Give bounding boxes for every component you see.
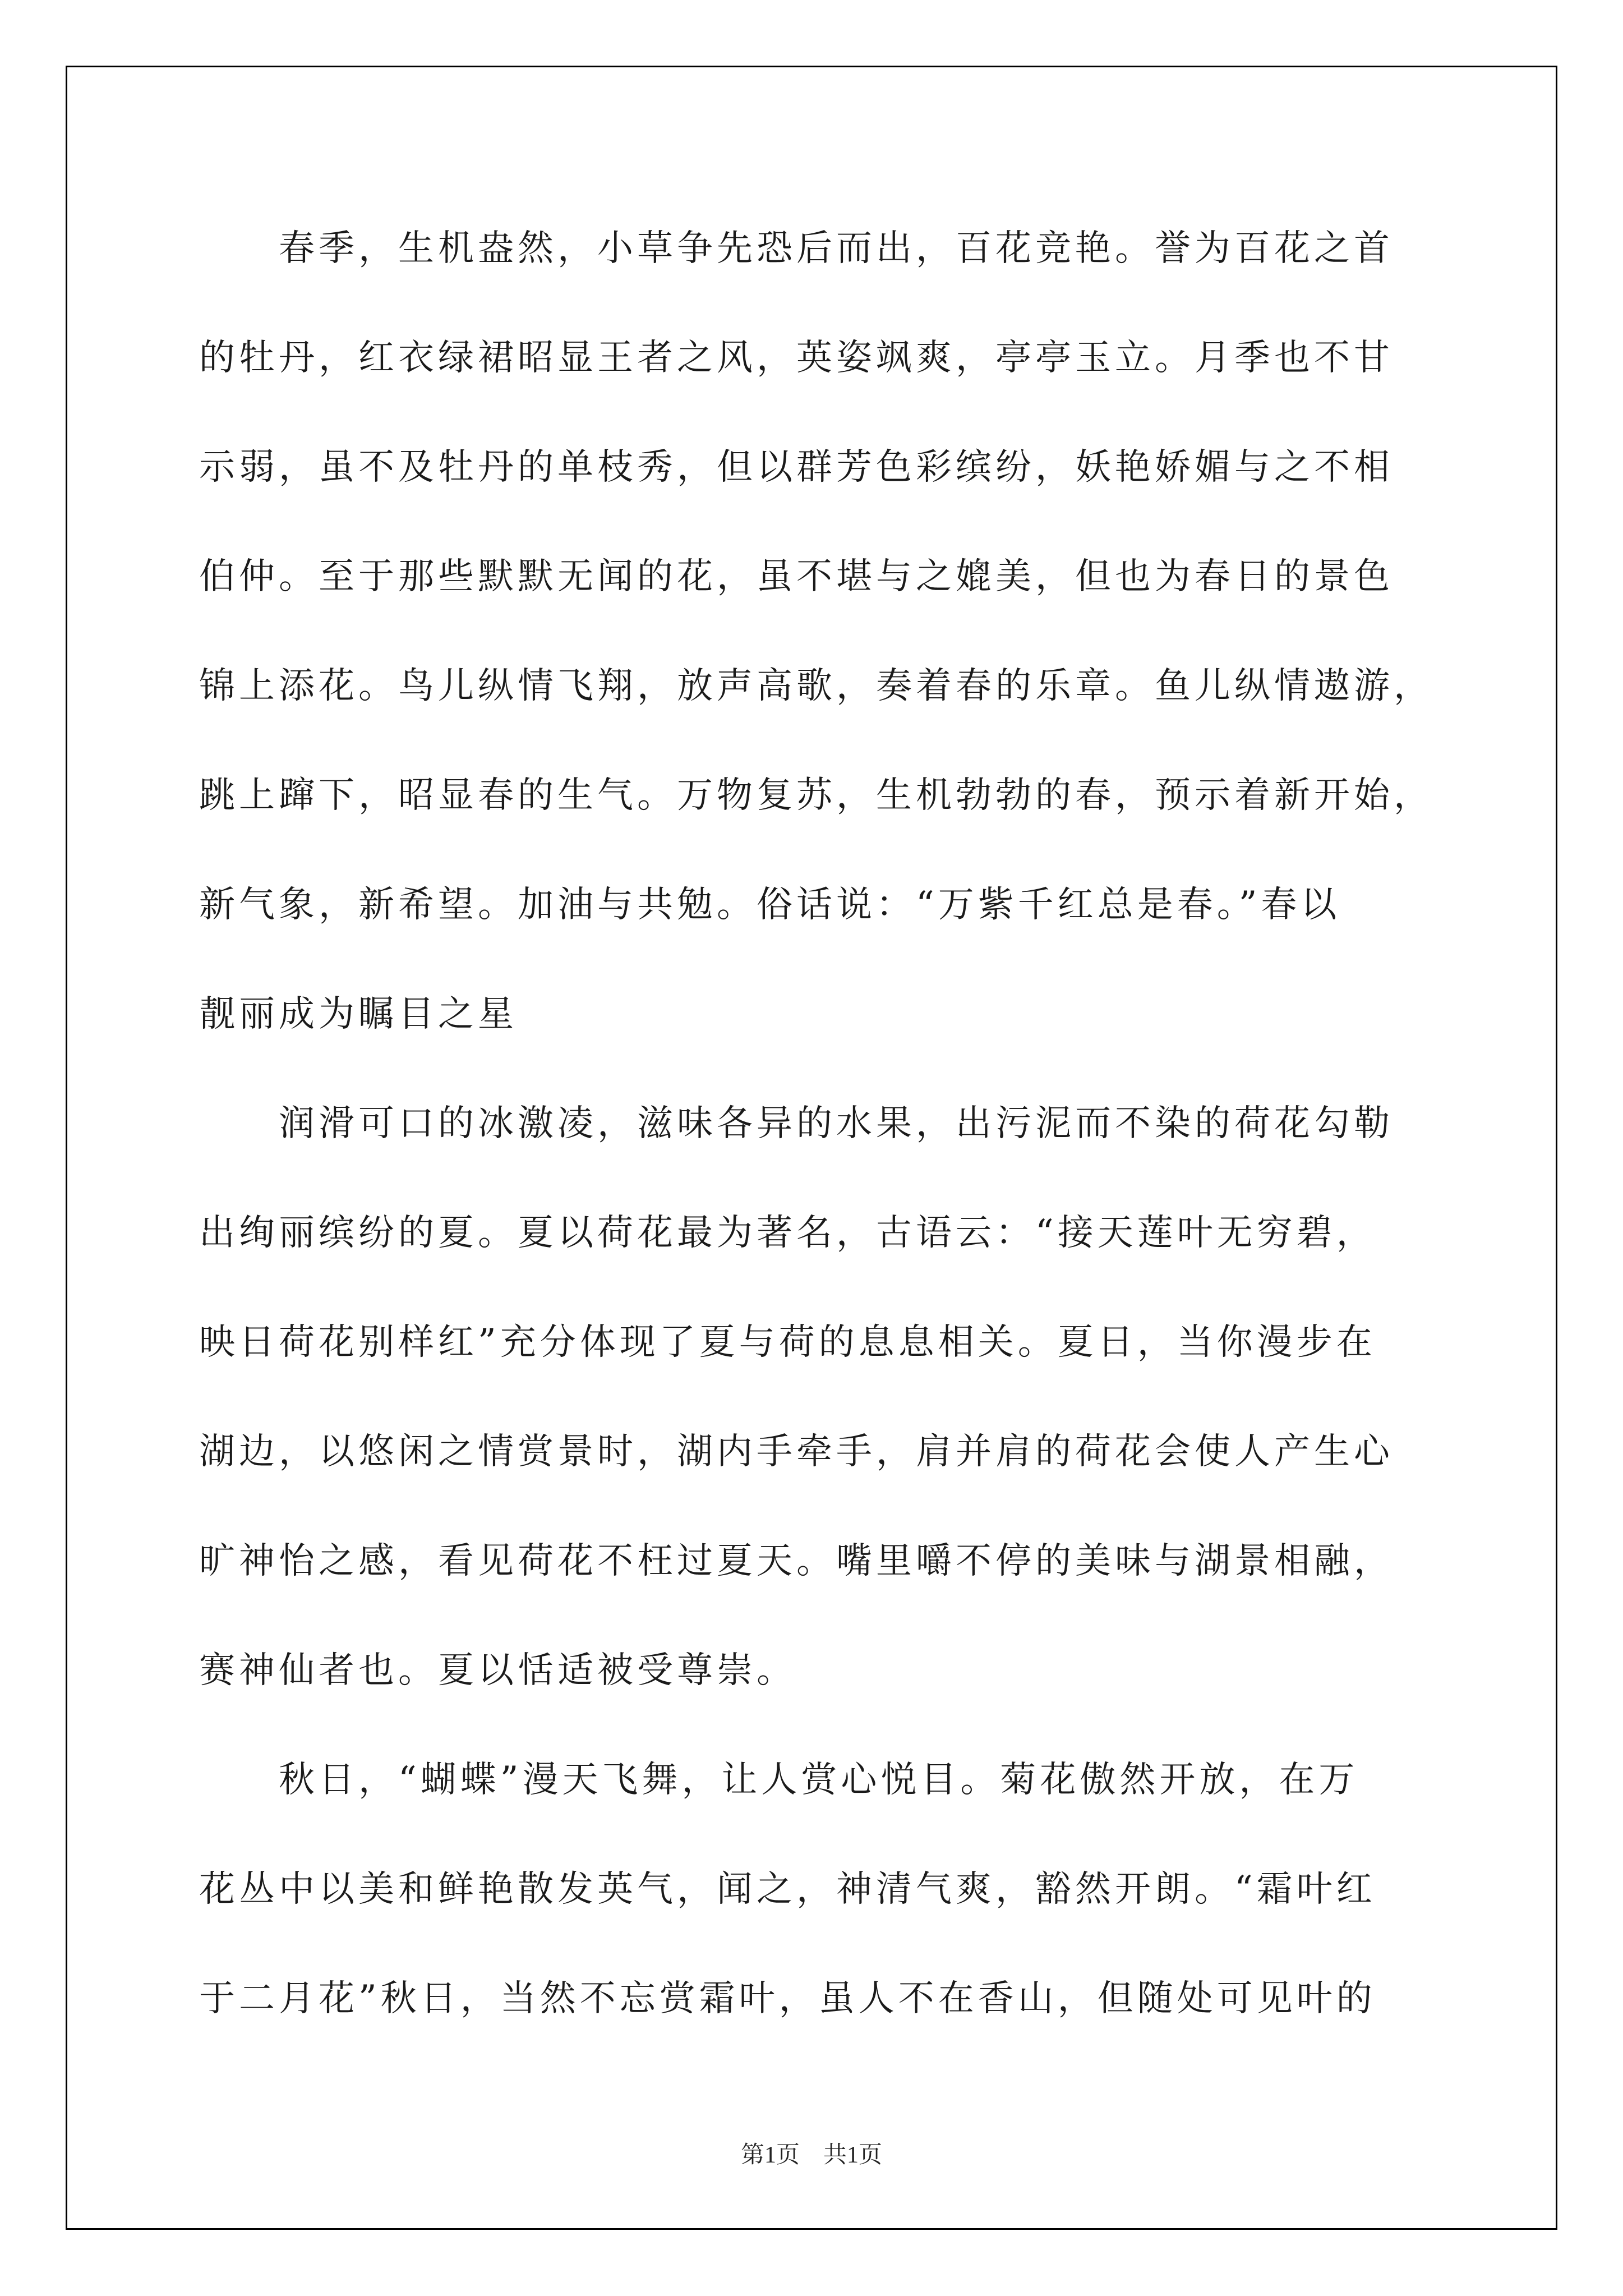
text-line: 映日荷花别样红”充分体现了夏与荷的息息相关。夏日，当你漫步在 [199, 1322, 1376, 1363]
text-line: 新气象，新希望。加油与共勉。俗话说：“万紫千红总是春。”春以 [199, 884, 1341, 926]
text-line: 旷神怡之感，看见荷花不枉过夏天。嘴里嚼不停的美味与湖景相融， [199, 1540, 1394, 1582]
paragraph-summer [199, 1094, 1450, 1750]
page-total: 共1页 [823, 2142, 883, 2168]
text-line: 跳上蹿下，昭显春的生气。万物复苏，生机勃勃的春，预示着新开始， [199, 775, 1433, 816]
text-line: 的牡丹，红衣绿裙昭显王者之风，英姿飒爽，亭亭玉立。月季也不甘 [199, 337, 1394, 379]
page-footer [0, 2136, 1623, 2170]
paragraph-autumn [199, 1750, 1450, 2078]
paragraph-spring [199, 219, 1450, 1094]
text-line: 锦上添花。鸟儿纵情飞翔，放声高歌，奏着春的乐章。鱼儿纵情遨游， [199, 665, 1433, 707]
text-line: 秋日，“蝴蝶”漫天飞舞，让人赏心悦目。菊花傲然开放，在万 [199, 1759, 1359, 1801]
text-line: 赛神仙者也。夏以恬适被受尊崇。 [199, 1650, 796, 1691]
text-line: 靓丽成为瞩目之星 [199, 993, 518, 1035]
text-line: 于二月花”秋日，当然不忘赏霜叶，虽人不在香山，但随处可见叶的 [199, 1978, 1376, 2019]
text-line: 伯仲。至于那些默默无闻的花，虽不堪与之媲美，但也为春日的景色 [199, 556, 1394, 597]
page-number: 第1页 [740, 2142, 800, 2168]
text-line: 春季，生机盎然，小草争先恐后而出，百花竞艳。誉为百花之首 [199, 228, 1394, 269]
text-line: 示弱，虽不及牡丹的单枝秀，但以群芳色彩缤纷，妖艳娇媚与之不相 [199, 447, 1394, 488]
text-line: 湖边，以悠闲之情赏景时，湖内手牵手，肩并肩的荷花会使人产生心 [199, 1431, 1394, 1473]
text-line: 花丛中以美和鲜艳散发英气，闻之，神清气爽，豁然开朗。“霜叶红 [199, 1869, 1376, 1910]
text-line: 润滑可口的冰激凌，滋味各异的水果，出污泥而不染的荷花勾勒 [199, 1103, 1394, 1144]
document-body [199, 219, 1450, 2078]
text-line: 出绚丽缤纷的夏。夏以荷花最为著名，古语云：“接天莲叶无穷碧， [199, 1212, 1376, 1254]
